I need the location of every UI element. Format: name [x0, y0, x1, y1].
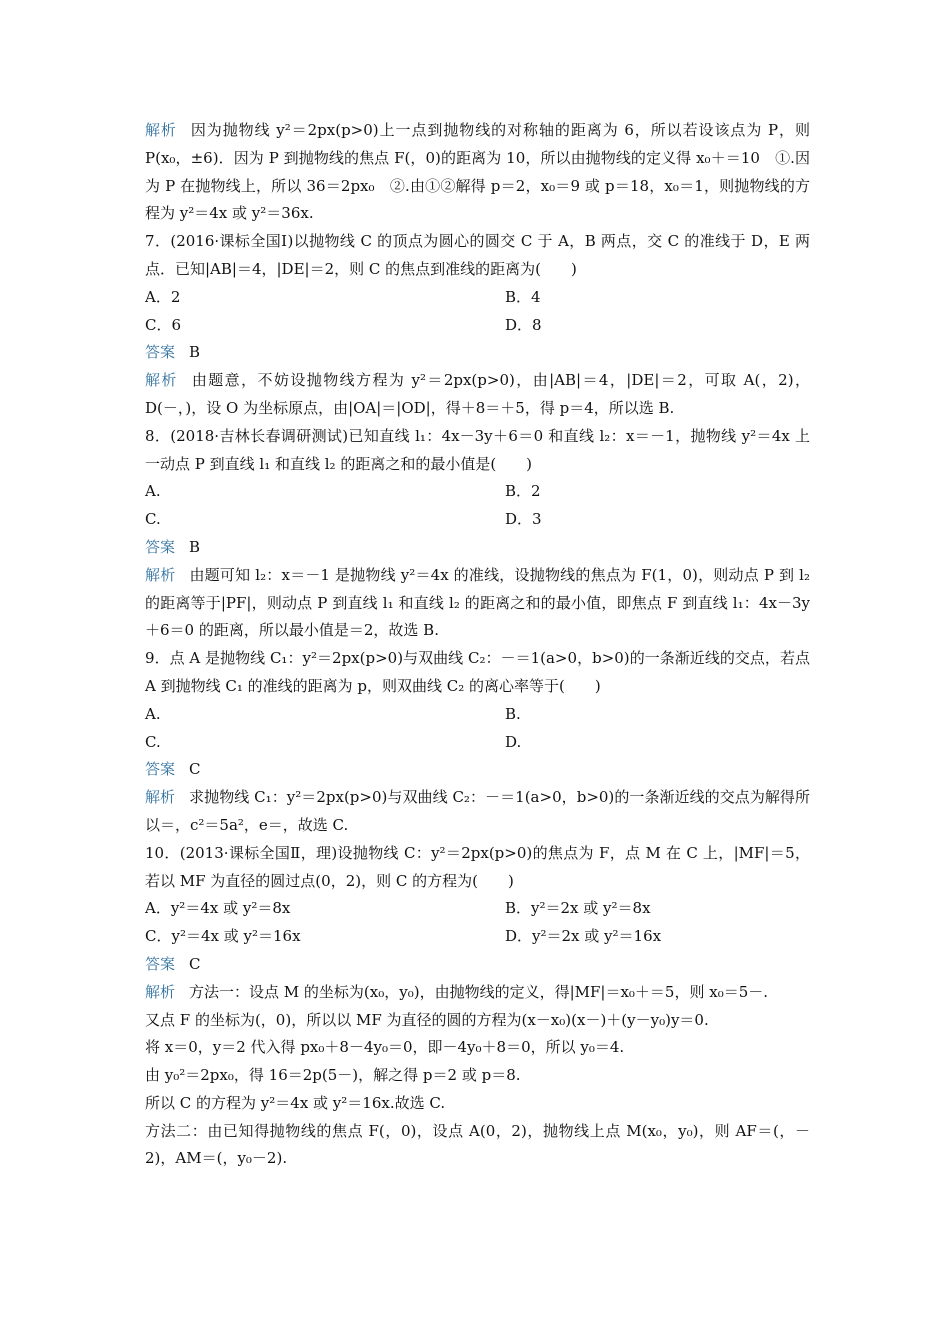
text-paragraph	[145, 1118, 810, 1174]
paragraph-text: 方法一：设点 M 的坐标为(x₀，y₀)，由抛物线的定义，得|MF|＝x₀＋＝5，则 x₀＝5－.	[189, 982, 769, 1001]
paragraph-text: B	[189, 537, 201, 556]
option-text: A．2	[145, 287, 181, 306]
paragraph-text: 方法二：由已知得抛物线的焦点 F(，0)，设点 A(0，2)，抛物线上点 M(x₀，y₀)，则 AF＝(，－2)，AM＝(，y₀－2).	[145, 1121, 810, 1168]
option-text: D．8	[505, 315, 542, 334]
option-text: C.	[145, 732, 161, 751]
options-row	[145, 923, 810, 951]
option-text: B．4	[505, 287, 541, 306]
solution-label: 解析	[145, 371, 178, 390]
solution-paragraph	[145, 784, 810, 840]
solution-paragraph	[145, 562, 815, 645]
solution-label: 解析	[145, 121, 177, 139]
solution-label: 解析	[145, 565, 176, 584]
option-text: C.	[145, 510, 161, 529]
solution-label: 解析	[145, 982, 176, 1001]
option-text: B．2	[505, 482, 541, 501]
options-row	[145, 701, 810, 729]
answer-label: 答案	[145, 343, 176, 362]
text-paragraph	[145, 1007, 810, 1035]
answer-line	[145, 756, 810, 784]
paragraph-text: 10．(2013·课标全国Ⅱ，理)设抛物线 C：y²＝2px(p>0)的焦点为 F，点 M 在 C 上，|MF|＝5，若以 MF 为直径的圆过点(0，2)，则 C 的方程为( )	[145, 843, 810, 890]
options-row	[145, 729, 810, 757]
paragraph-text: 求抛物线 C₁：y²＝2px(p>0)与双曲线 C₂：－＝1(a>0，b>0)的一条渐近线的交点为解得所以＝，c²＝5a²，e＝，故选 C.	[145, 788, 810, 834]
solution-paragraph	[145, 367, 810, 423]
answer-line	[145, 534, 810, 562]
paragraph-text: 由题意，不妨设抛物线方程为 y²＝2px(p>0)，由|AB|＝4，|DE|＝2，可取 A(，2)，D(－，)，设 O 为坐标原点，由|OA|＝|OD|，得＋8＝＋5，得 p＝4，所以选 B.	[145, 371, 810, 417]
option-text: D．3	[505, 510, 542, 529]
options-row	[145, 506, 810, 534]
option-text: D.	[505, 732, 522, 751]
option-text: C．y²＝4x 或 y²＝16x	[145, 927, 301, 946]
text-paragraph	[145, 423, 810, 479]
paragraph-text: 由题可知 l₂：x＝－1 是抛物线 y²＝4x 的准线，设抛物线的焦点为 F(1，0)，则动点 P 到 l₂ 的距离等于|PF|，则动点 P 到直线 l₁ 和直线 l₂ 的距离之和的最小值，即焦点 F 到直线 l₁：4x－3y＋6＝0 的距离，所以最小值是＝2，故选 B.	[145, 565, 815, 640]
solution-paragraph	[145, 117, 815, 228]
option-text: D．y²＝2x 或 y²＝16x	[505, 927, 662, 946]
text-paragraph	[145, 840, 810, 896]
text-paragraph	[145, 1062, 810, 1090]
paragraph-text: C	[189, 760, 201, 779]
option-text: C．6	[145, 315, 182, 334]
text-paragraph	[145, 1090, 810, 1118]
paragraph-text: 将 x＝0，y＝2 代入得 px₀＋8－4y₀＝0，即－4y₀＋8＝0，所以 y₀＝4.	[145, 1038, 625, 1057]
options-row	[145, 478, 810, 506]
paragraph-text: C	[189, 954, 201, 973]
paragraph-text: 8．(2018·吉林长春调研测试)已知直线 l₁：4x－3y＋6＝0 和直线 l₂：x＝－1，抛物线 y²＝4x 上一动点 P 到直线 l₁ 和直线 l₂ 的距离之和的最小值是( )	[145, 426, 810, 473]
text-paragraph	[145, 1034, 810, 1062]
answer-label: 答案	[145, 760, 176, 779]
answer-label: 答案	[145, 954, 176, 973]
document-content	[145, 117, 815, 1173]
option-text: A.	[145, 482, 161, 501]
solution-label: 解析	[145, 788, 176, 807]
option-text: A．y²＝4x 或 y²＝8x	[145, 899, 291, 918]
answer-label: 答案	[145, 537, 176, 556]
paragraph-text: B	[189, 343, 201, 362]
text-paragraph	[145, 228, 810, 284]
paragraph-text: 7．(2016·课标全国Ⅰ)以抛物线 C 的顶点为圆心的圆交 C 于 A，B 两点，交 C 的准线于 D，E 两点．已知|AB|＝4，|DE|＝2，则 C 的焦点到准线的距离为( )	[145, 232, 810, 278]
paragraph-text: 由 y₀²＝2px₀，得 16＝2p(5－)，解之得 p＝2 或 p＝8.	[145, 1066, 521, 1085]
options-row	[145, 895, 810, 923]
answer-line	[145, 339, 810, 367]
option-text: A.	[145, 704, 161, 723]
text-paragraph	[145, 645, 815, 701]
answer-line	[145, 951, 810, 979]
paragraph-text: 因为抛物线 y²＝2px(p>0)上一点到抛物线的对称轴的距离为 6，所以若设该点为 P，则 P(x₀，±6)．因为 P 到抛物线的焦点 F(，0)的距离为 10，所以由抛物线的定义得 x₀＋＝10 ①.因为 P 在抛物线上，所以 36＝2px₀ ②.由①②解得 p＝2，x₀＝9 或 p＝18，x₀＝1，则抛物线的方程为 y²＝4x 或 y²＝36x.	[145, 121, 815, 223]
options-row	[145, 284, 810, 312]
option-text: B．y²＝2x 或 y²＝8x	[505, 899, 651, 918]
solution-paragraph	[145, 979, 810, 1007]
paragraph-text: 9．点 A 是抛物线 C₁：y²＝2px(p>0)与双曲线 C₂：－＝1(a>0，b>0)的一条渐近线的交点，若点 A 到抛物线 C₁ 的准线的距离为 p，则双曲线 C₂ 的离心率等于( )	[145, 649, 815, 695]
paragraph-text: 所以 C 的方程为 y²＝4x 或 y²＝16x.故选 C.	[145, 1093, 446, 1112]
options-row	[145, 312, 810, 340]
paragraph-text: 又点 F 的坐标为(，0)，所以以 MF 为直径的圆的方程为(x－x₀)(x－)＋(y－y₀)y＝0.	[145, 1010, 709, 1029]
option-text: B.	[505, 704, 521, 723]
